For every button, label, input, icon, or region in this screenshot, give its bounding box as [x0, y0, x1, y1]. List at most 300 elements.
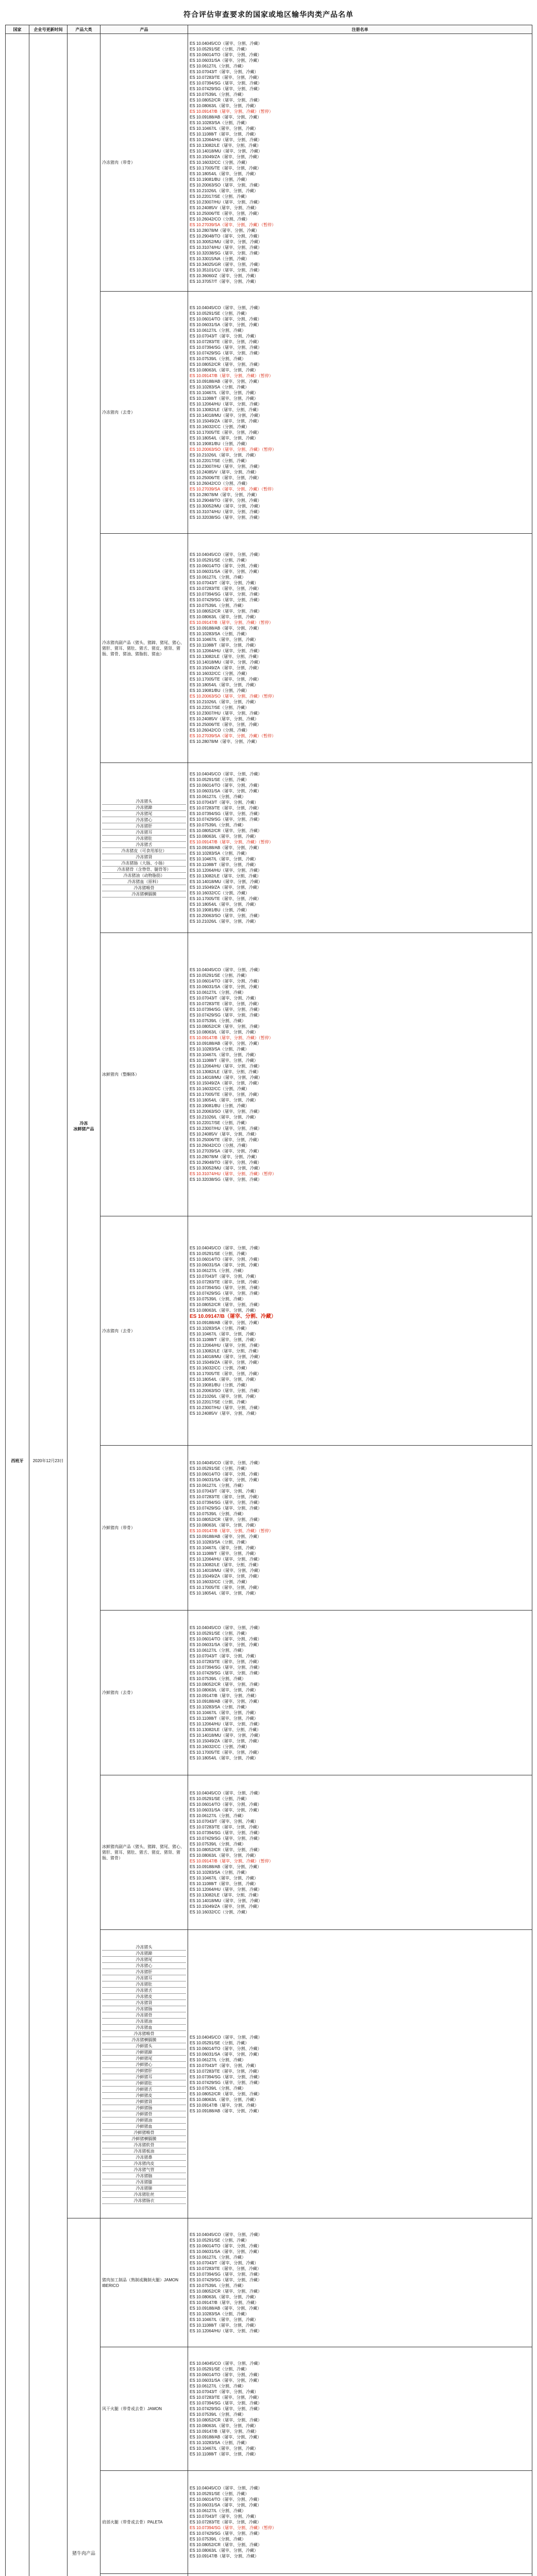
registration-entry: ES 10.27039/SA（屠宰、分割、冷藏）（暂停） [190, 223, 276, 227]
registration-entry: ES 10.28078/M（屠宰、分割、冷藏） [190, 228, 260, 233]
registration-entry: ES 10.04045/CO（屠宰、分割、冷藏） [190, 1460, 262, 1465]
registration-entry: ES 10.07539/L（分割、冷藏） [190, 1297, 246, 1301]
product-sub-item: 冷鲜猪心 [102, 2062, 186, 2068]
registration-entry: ES 10.07283/TE（屠宰、分割、冷藏） [190, 2520, 261, 2524]
registration-entry: ES 10.10283/SA（分割、冷藏） [190, 1704, 249, 1709]
registration-entry: ES 10.04045/CO（屠宰、分割、冷藏） [190, 2486, 262, 2490]
registration-entry: ES 10.08052/CR（屠宰、分割、冷藏） [190, 98, 262, 103]
registration-entry: ES 10.18054/L（屠宰、分割、冷藏） [190, 1590, 258, 1596]
registration-entry: ES 10.11088/T（屠宰、分割、冷藏） [190, 1551, 258, 1556]
registration-entry: ES 10.06127/L（分割、冷藏） [190, 2509, 246, 2513]
registration-entry: ES 10.05291/SE（分割、冷藏） [190, 47, 249, 52]
registration-entry: ES 10.19081/BU（分割、冷藏） [190, 688, 249, 693]
registration-entry: ES 10.14018/MU（屠宰、分割、冷藏） [190, 660, 262, 665]
registration-entry: ES 10.06127/L（分割、冷藏） [190, 328, 246, 333]
registration-entry: ES 10.07043/T（屠宰、分割、冷藏） [190, 2514, 259, 2519]
registration-entry: ES 10.07429/SG（屠宰、分割、冷藏） [190, 1836, 262, 1841]
registration-entry: ES 10.08052/CR（屠宰、分割、冷藏） [190, 828, 262, 833]
registration-entry: ES 10.07539/L（分割、冷藏） [190, 1841, 246, 1846]
registration-entry: ES 10.14018/MU（屠宰、分割、冷藏） [190, 1568, 262, 1573]
registration-entry: ES 10.08052/CR（屠宰、分割、冷藏） [190, 1517, 262, 1522]
product-sub-item: 冷鲜猪蹄 [102, 2049, 186, 2056]
registration-entry: ES 10.11088/T（屠宰、分割、冷藏） [190, 1058, 258, 1063]
product-sub-item: 冷鲜猪肝 [102, 2068, 186, 2074]
registration-entry: ES 10.28078/M（屠宰、分割、冷藏） [190, 492, 260, 497]
category-processed-cell: 猪牛肉产品 [68, 2218, 100, 2576]
registration-entry: ES 10.21026/L（屠宰、分割、冷藏） [190, 452, 258, 457]
registration-entry: ES 10.18054/L（屠宰、分割、冷藏） [190, 1097, 258, 1103]
registration-entry: ES 10.10467/L（屠宰、分割、冷藏） [190, 2317, 258, 2322]
registration-entry: ES 10.12064/HU（屠宰、分割、冷藏） [190, 1887, 262, 1892]
header-registration-list: 注册名单 [188, 25, 532, 34]
product-cell: 冷冻猪肉副产品（猪头、猪蹄、猪尾、猪心、猪肝、猪耳、猪肚、猪舌、猪皮、猪肾、猪肠、猪骨、猪油、猪脂肪、猪血） [100, 534, 188, 763]
registration-entry: ES 10.09147/B（屠宰、分割、冷藏） [190, 1314, 276, 1319]
registration-entry: ES 10.07394/SG（屠宰、分割、冷藏） [190, 2401, 262, 2405]
registration-entry: ES 10.06031/SA（屠宰、分割、冷藏） [190, 2503, 262, 2507]
registration-entry: ES 10.08063/L（屠宰、分割、冷藏） [190, 1687, 258, 1692]
registration-entry: ES 10.23007/HU（屠宰、分割、冷藏） [190, 1405, 262, 1410]
registration-entry: ES 10.07394/SG（屠宰、分割、冷藏） [190, 811, 262, 816]
registration-entry: ES 10.22017/SE（分割、冷藏） [190, 705, 249, 710]
product-cell: 冰鲜猪肉副产品（猪头、猪蹄、猪尾、猪心、猪肝、猪耳、猪肚、猪舌、猪皮、猪肾、猪肠、猪骨） [100, 1775, 188, 1930]
registration-entry: ES 10.15049/ZA（屠宰、分割、冷藏） [190, 1738, 261, 1743]
registration-entry: ES 10.05291/SE（分割、冷藏） [190, 311, 249, 316]
registration-entry: ES 10.15049/ZA（屠宰、分割、冷藏） [190, 1573, 261, 1579]
registration-entry: ES 10.08052/CR（屠宰、分割、冷藏） [190, 362, 262, 367]
registration-entry: ES 10.07043/T（屠宰、分割、冷藏） [190, 2389, 259, 2394]
product-cell: 风干火腿（带骨或去骨）JAMON [100, 2347, 188, 2471]
product-sub-item: 冷冻猪鼻 [102, 2155, 186, 2161]
header-category: 产品大类 [68, 25, 100, 34]
registration-entry: ES 10.06031/SA（屠宰、分割、冷藏） [190, 984, 262, 989]
registration-entry: ES 10.07394/SG（屠宰、分割、冷藏） [190, 592, 262, 597]
registration-entry: ES 10.06031/SA（屠宰、分割、冷藏） [190, 789, 262, 793]
registration-entry: ES 10.05291/SE（分割、冷藏） [190, 2492, 249, 2496]
registration-entry: ES 10.29048/TO（屠宰、分割、冷藏） [190, 1160, 262, 1165]
registration-entry: ES 10.14018/MU（屠宰、分割、冷藏） [190, 1733, 262, 1738]
product-sub-item: 冷冻猪尾 [102, 811, 186, 817]
registration-entry: ES 10.07043/T（屠宰、分割、冷藏） [190, 995, 259, 1001]
registration-entry: ES 10.16032/CC（分割、冷藏） [190, 160, 250, 165]
registration-entry: ES 10.07394/SG（屠宰、分割、冷藏） [190, 81, 262, 86]
registration-entry: ES 10.11088/T（屠宰、分割、冷藏） [190, 2452, 258, 2456]
registration-entry: ES 10.09147/B（屠宰、分割、冷藏） [190, 2429, 259, 2434]
registration-entry: ES 10.16032/CC（分割、冷藏） [190, 891, 250, 895]
registration-entry: ES 10.08063/L（屠宰、分割、冷藏） [190, 104, 258, 108]
registration-cell [188, 1930, 532, 2218]
registration-entry: ES 10.17005/TE（屠宰、分割、冷藏） [190, 896, 261, 901]
registration-cell [188, 1611, 532, 1775]
product-sub-item: 冷冻猪血 [102, 2025, 186, 2031]
registration-entry: ES 10.06127/L（分割、冷藏） [190, 64, 246, 69]
registration-entry: ES 10.12064/HU（屠宰、分割、冷藏） [190, 1721, 262, 1726]
registration-entry: ES 10.27039/SA（屠宰、分割、冷藏） [190, 1148, 262, 1154]
registration-entry: ES 10.07539/L（分割、冷藏） [190, 2412, 246, 2417]
product-sub-item: 冷冻猪膝 [102, 2179, 186, 2185]
registration-entry: ES 10.12064/HU（屠宰、分割、冷藏） [190, 1556, 262, 1562]
product-sub-item: 冷冻猪尾 [102, 1957, 186, 1963]
registration-entry: ES 10.23007/HU（屠宰、分割、冷藏） [190, 711, 262, 716]
product-sub-item: 冷冻猪肚 [102, 836, 186, 842]
registration-entry: ES 10.21026/L（屠宰、分割、冷藏） [190, 1114, 258, 1120]
registration-entry: ES 10.08063/L（屠宰、分割、冷藏） [190, 615, 258, 619]
registration-entry: ES 10.09147/B（屠宰、分割、冷藏）（暂停） [190, 1858, 273, 1863]
registration-cell [188, 933, 532, 1216]
product-sub-item: 冷冻猪油 [102, 2019, 186, 2025]
registration-entry: ES 10.21026/L（屠宰、分割、冷藏） [190, 189, 258, 193]
registration-entry: ES 10.20063/SO（屠宰、分割、冷藏）（暂停） [190, 447, 277, 452]
registration-entry: ES 10.14018/MU（屠宰、分割、冷藏） [190, 1354, 262, 1359]
registration-entry: ES 10.12064/HU（屠宰、分割、冷藏） [190, 138, 262, 142]
registration-entry: ES 10.07394/SG（屠宰、分割、冷藏） [190, 2074, 262, 2079]
registration-entry: ES 10.16032/CC（分割、冷藏） [190, 1579, 250, 1584]
registration-entry: ES 10.07539/L（分割、冷藏） [190, 356, 246, 361]
registration-entry: ES 10.18054/L（屠宰、分割、冷藏） [190, 1755, 258, 1760]
registration-entry: ES 10.10467/L（屠宰、分割、冷藏） [190, 1545, 258, 1550]
registration-entry: ES 10.04045/CO（屠宰、分割、冷藏） [190, 1625, 262, 1630]
registration-entry: ES 10.09147/B（屠宰、分割、冷藏）（暂停） [190, 109, 273, 114]
registration-entry: ES 10.08052/CR（屠宰、分割、冷藏） [190, 1024, 262, 1029]
registration-entry: ES 10.07043/T（屠宰、分割、冷藏） [190, 333, 259, 338]
product-sub-item: 冷冻猪横膈膜 [102, 891, 186, 897]
registration-entry: ES 10.06014/TO（屠宰、分割、冷藏） [190, 2046, 262, 2051]
registration-cell [188, 1216, 532, 1446]
registration-entry: ES 10.13082/LE（屠宰、分割、冷藏） [190, 874, 261, 878]
registration-entry: ES 10.07394/SG（屠宰、分割、冷藏） [190, 1500, 262, 1505]
product-sub-item: 冷冻猪喉骨 [102, 885, 186, 891]
registration-entry: ES 10.09147/B（屠宰、分割、冷藏） [190, 2300, 259, 2305]
registration-entry: ES 10.18054/L（屠宰、分割、冷藏） [190, 435, 258, 440]
registration-entry: ES 10.04045/CO（屠宰、分割、冷藏） [190, 772, 262, 776]
registration-entry: ES 10.07394/SG（屠宰、分割、冷藏） [190, 1665, 262, 1670]
registration-entry: ES 10.29048/TO（屠宰、分割、冷藏） [190, 234, 262, 239]
registration-entry: ES 10.06014/TO（屠宰、分割、冷藏） [190, 564, 262, 568]
registration-entry: ES 10.07043/T（屠宰、分割、冷藏） [190, 1488, 259, 1494]
registration-entry: ES 10.07043/T（屠宰、分割、冷藏） [190, 581, 259, 585]
registration-entry: ES 10.16032/CC（分割、冷藏） [190, 424, 250, 429]
country-cell: 西班牙 [6, 34, 29, 2576]
registration-entry: ES 10.07283/TE（屠宰、分割、冷藏） [190, 586, 261, 591]
registration-entry: ES 10.04045/CO（屠宰、分割、冷藏） [190, 552, 262, 557]
registration-entry: ES 10.09188/AB（屠宰、分割、冷藏） [190, 379, 262, 384]
registration-entry: ES 10.24085/V（屠宰、分割、冷藏） [190, 1131, 259, 1137]
registration-entry: ES 10.17005/TE（屠宰、分割、冷藏） [190, 430, 261, 435]
registration-entry: ES 10.19081/BU（分割、冷藏） [190, 441, 249, 446]
product-sub-item: 冷冻猪头 [102, 799, 186, 805]
product-sub-item: 冷冻猪皮（可食用部位） [102, 848, 186, 854]
registration-entry: ES 10.20063/SO（屠宰、分割、冷藏） [190, 1388, 262, 1393]
registration-entry: ES 10.12064/HU（屠宰、分割、冷藏） [190, 1343, 262, 1348]
registration-entry: ES 10.35101/CU（屠宰、分割、冷藏） [190, 268, 262, 273]
registration-entry: ES 10.07539/L（分割、冷藏） [190, 2537, 246, 2541]
registration-entry: ES 10.08063/L（屠宰、分割、冷藏） [190, 2548, 258, 2553]
registration-entry: ES 10.09147/B（屠宰、分割、冷藏） [190, 1693, 259, 1698]
registration-table [5, 25, 532, 2576]
registration-entry: ES 10.28078/M（屠宰、分割、冷藏） [190, 739, 260, 744]
registration-entry: ES 10.06127/L（分割、冷藏） [190, 575, 246, 580]
product-sub-item: 冷冻猪肾 [102, 2000, 186, 2006]
registration-entry: ES 10.32038/SG（屠宰、分割、冷藏） [190, 1177, 262, 1182]
registration-entry: ES 10.10467/L（屠宰、分割、冷藏） [190, 637, 258, 642]
registration-entry: ES 10.16032/CC（分割、冷藏） [190, 1744, 250, 1749]
registration-entry: ES 10.09147/B（屠宰、分割、冷藏）（暂停） [190, 373, 273, 378]
registration-entry: ES 10.15049/ZA（屠宰、分割、冷藏） [190, 155, 261, 159]
registration-entry: ES 10.08063/L（屠宰、分割、冷藏） [190, 834, 258, 839]
table-row [6, 34, 532, 292]
registration-entry: ES 10.10283/SA（分割、冷藏） [190, 2311, 249, 2316]
registration-entry: ES 10.06127/L（分割、冷藏） [190, 1268, 246, 1273]
product-sub-item: 冷鲜猪尾 [102, 2056, 186, 2062]
registration-entry: ES 10.20063/SO（屠宰、分割、冷藏） [190, 913, 262, 918]
table-row [6, 2218, 532, 2347]
registration-entry: ES 10.07429/SG（屠宰、分割、冷藏） [190, 598, 262, 602]
registration-entry: ES 10.07429/SG（屠宰、分割、冷藏） [190, 2277, 262, 2282]
registration-entry: ES 10.06031/SA（屠宰、分割、冷藏） [190, 2249, 262, 2254]
registration-entry: ES 10.07283/TE（屠宰、分割、冷藏） [190, 1280, 261, 1284]
registration-entry: ES 10.17005/TE（屠宰、分割、冷藏） [190, 1750, 261, 1755]
registration-entry: ES 10.07283/TE（屠宰、分割、冷藏） [190, 2266, 261, 2271]
registration-entry: ES 10.07394/SG（屠宰、分割、冷藏） [190, 1830, 262, 1835]
registration-entry: ES 10.31074/HU（屠宰、分割、冷藏） [190, 245, 262, 250]
registration-entry: ES 10.06127/L（分割、冷藏） [190, 2255, 246, 2260]
registration-entry: ES 10.10467/L（屠宰、分割、冷藏） [190, 1052, 258, 1057]
registration-entry: ES 10.09147/B（屠宰、分割、冷藏）（暂停） [190, 620, 273, 625]
registration-entry: ES 10.18054/L（屠宰、分割、冷藏） [190, 902, 258, 907]
product-sub-item: 冷冻猪舌 [102, 842, 186, 848]
registration-entry: ES 10.07394/SG（屠宰、分割、冷藏）（暂停） [190, 2526, 277, 2530]
registration-entry: ES 10.25006/TE（屠宰、分割、冷藏） [190, 722, 261, 727]
registration-entry: ES 10.08052/CR（屠宰、分割、冷藏） [190, 2418, 262, 2422]
product-sub-item: 冷冻猪耳 [102, 829, 186, 836]
registration-entry: ES 10.04045/CO（屠宰、分割、冷藏） [190, 2035, 262, 2040]
registration-entry: ES 10.25006/TE（屠宰、分割、冷藏） [190, 1137, 261, 1142]
registration-entry: ES 10.19081/BU（分割、冷藏） [190, 908, 249, 912]
product-sub-item: 冷冻猪软骨 [102, 2142, 186, 2148]
registration-cell [188, 534, 532, 763]
registration-cell [188, 34, 532, 292]
registration-entry: ES 10.06127/L（分割、冷藏） [190, 2384, 246, 2388]
registration-entry: ES 10.10283/SA（分割、冷藏） [190, 1326, 249, 1331]
registration-entry: ES 10.31074/HU（屠宰、分割、冷藏）（暂停） [190, 1171, 277, 1176]
registration-entry: ES 10.07283/TE（屠宰、分割、冷藏） [190, 339, 261, 344]
registration-entry: ES 10.08052/CR（屠宰、分割、冷藏） [190, 2091, 262, 2096]
registration-entry: ES 10.17005/TE（屠宰、分割、冷藏） [190, 1092, 261, 1097]
registration-entry: ES 10.10467/L（屠宰、分割、冷藏） [190, 1710, 258, 1715]
registration-entry: ES 10.09188/AB（屠宰、分割、冷藏） [190, 2435, 262, 2439]
registration-entry: ES 10.24085/V（屠宰、分割、冷藏） [190, 1411, 259, 1416]
registration-entry: ES 10.09147/B（屠宰、分割、冷藏）（暂停） [190, 840, 273, 844]
registration-entry: ES 10.06014/TO（屠宰、分割、冷藏） [190, 1802, 262, 1807]
product-sub-item: 冷冻猪血（原料） [102, 879, 186, 885]
registration-entry: ES 10.20063/SO（屠宰、分割、冷藏） [190, 183, 262, 188]
product-sub-item: 冷冻猪气管 [102, 2167, 186, 2173]
registration-entry: ES 10.36060/Z（屠宰、分割、冷藏） [190, 274, 259, 278]
registration-entry: ES 10.14018/MU（屠宰、分割、冷藏） [190, 149, 262, 154]
product-cell: 冷冻猪肉（去骨） [100, 292, 188, 534]
registration-entry: ES 10.22017/SE（分割、冷藏） [190, 194, 249, 199]
registration-entry: ES 10.09188/AB（屠宰、分割、冷藏） [190, 845, 262, 850]
registration-entry: ES 10.06031/SA（屠宰、分割、冷藏） [190, 1477, 262, 1482]
registration-entry: ES 10.06031/SA（屠宰、分割、冷藏） [190, 1807, 262, 1812]
registration-entry: ES 10.33015/NA（分割、冷藏） [190, 257, 249, 261]
product-sub-item: 冷冻猪头 [102, 1944, 186, 1951]
registration-entry: ES 10.24085/V（屠宰、分割、冷藏） [190, 206, 259, 210]
registration-entry: ES 10.16032/CC（分割、冷藏） [190, 671, 250, 676]
registration-entry: ES 10.24085/V（屠宰、分割、冷藏） [190, 469, 259, 474]
registration-entry: ES 10.23007/HU（屠宰、分割、冷藏） [190, 1126, 262, 1131]
header-update-date: 企业号更新时间 [29, 25, 68, 34]
product-sub-item: 冷鲜猪头 [102, 2043, 186, 2049]
registration-entry: ES 10.05291/SE（分割、冷藏） [190, 973, 249, 978]
product-sub-item: 冷冻猪心 [102, 1963, 186, 1969]
product-cell: 肩部火腿（带骨或去骨）PALETA [100, 2471, 188, 2574]
update-date-cell: 2020年12月23日 [29, 34, 68, 2576]
registration-entry: ES 10.19081/BU（分割、冷藏） [190, 177, 249, 182]
product-sub-item: 冷冻猪蹄 [102, 1951, 186, 1957]
product-sub-item: 冷冻猪板油 [102, 2148, 186, 2155]
registration-entry: ES 10.26042/CO（分割、冷藏） [190, 728, 250, 733]
registration-entry: ES 10.07539/L（分割、冷藏） [190, 823, 246, 827]
registration-entry: ES 10.07043/T（屠宰、分割、冷藏） [190, 1819, 259, 1824]
registration-entry: ES 10.10283/SA（分割、冷藏） [190, 851, 249, 856]
registration-entry: ES 10.21026/L（屠宰、分割、冷藏） [190, 919, 258, 924]
registration-entry: ES 10.10283/SA（分割、冷藏） [190, 632, 249, 636]
product-sub-item: 冷冻猪肚 [102, 1981, 186, 1988]
registration-entry: ES 10.10467/L（屠宰、分割、冷藏） [190, 857, 258, 861]
registration-entry: ES 10.07429/SG（屠宰、分割、冷藏） [190, 1505, 262, 1511]
registration-entry: ES 10.13082/LE（屠宰、分割、冷藏） [190, 654, 261, 659]
registration-entry: ES 10.05291/SE（分割、冷藏） [190, 1796, 249, 1801]
registration-entry: ES 10.11088/T（屠宰、分割、冷藏） [190, 643, 258, 648]
registration-entry: ES 10.07539/L（分割、冷藏） [190, 1511, 246, 1516]
registration-entry: ES 10.25006/TE（屠宰、分割、冷藏） [190, 475, 261, 480]
product-sub-item: 冷鲜猪喉骨 [102, 2130, 186, 2136]
registration-entry: ES 10.30052/MU（屠宰、分割、冷藏） [190, 240, 262, 244]
registration-entry: ES 10.04045/CO（屠宰、分割、冷藏） [190, 2232, 262, 2237]
registration-entry: ES 10.07043/T（屠宰、分割、冷藏） [190, 1653, 259, 1658]
registration-entry: ES 10.13082/LE（屠宰、分割、冷藏） [190, 1069, 261, 1074]
registration-entry: ES 10.19081/BU（分割、冷藏） [190, 1103, 249, 1108]
registration-entry: ES 10.08063/L（屠宰、分割、冷藏） [190, 1853, 258, 1858]
registration-entry: ES 10.07394/SG（屠宰、分割、冷藏） [190, 2272, 262, 2277]
registration-entry: ES 10.13082/LE（屠宰、分割、冷藏） [190, 143, 261, 148]
product-sub-item: 冷鲜猪油 [102, 2117, 186, 2124]
category-pork-line-2: 冰鲜猪产品 [73, 1126, 94, 1131]
registration-entry: ES 10.13082/LE（屠宰、分割、冷藏） [190, 1892, 261, 1897]
registration-entry: ES 10.32038/SG（屠宰、分割、冷藏） [190, 251, 262, 256]
product-sub-item: 冷冻猪喉骨 [102, 2031, 186, 2037]
registration-entry: ES 10.13082/LE（屠宰、分割、冷藏） [190, 1349, 261, 1353]
registration-entry: ES 10.10283/SA（分割、冷藏） [190, 1870, 249, 1875]
product-cell [100, 1930, 188, 2218]
registration-entry: ES 10.27039/SA（屠宰、分割、冷藏）（暂停） [190, 734, 276, 738]
registration-entry: ES 10.05291/SE（分割、冷藏） [190, 1251, 249, 1256]
product-sub-item: 冷冻猪横膈膜 [102, 2037, 186, 2043]
registration-entry: ES 10.13082/LE（屠宰、分割、冷藏） [190, 407, 261, 412]
registration-entry: ES 10.06127/L（分割、冷藏） [190, 1648, 246, 1653]
registration-entry: ES 10.06127/L（分割、冷藏） [190, 794, 246, 799]
registration-entry: ES 10.05291/SE（分割、冷藏） [190, 1466, 249, 1471]
registration-entry: ES 10.06014/TO（屠宰、分割、冷藏） [190, 316, 262, 321]
registration-entry: ES 10.07429/SG（屠宰、分割、冷藏） [190, 1012, 262, 1018]
registration-entry: ES 10.04045/CO（屠宰、分割、冷藏） [190, 2361, 262, 2366]
registration-entry: ES 10.26042/CO（分割、冷藏） [190, 217, 250, 222]
product-sub-item: 冷冻猪骨（含脊骨、腿骨等） [102, 867, 186, 873]
registration-entry: ES 10.04045/CO（屠宰、分割、冷藏） [190, 1790, 262, 1795]
registration-entry: ES 10.23007/HU（屠宰、分割、冷藏） [190, 464, 262, 469]
registration-entry: ES 10.17005/TE（屠宰、分割、冷藏） [190, 1371, 261, 1376]
registration-entry: ES 10.14018/MU（屠宰、分割、冷藏） [190, 1075, 262, 1080]
product-sub-item: 冷冻猪肠 [102, 2006, 186, 2012]
product-sub-item: 冷冻猪肾 [102, 854, 186, 860]
registration-entry: ES 10.10283/SA（分割、冷藏） [190, 384, 249, 389]
registration-entry: ES 10.07429/SG（屠宰、分割、冷藏） [190, 1670, 262, 1675]
registration-entry: ES 10.12064/HU（屠宰、分割、冷藏） [190, 649, 262, 653]
product-sub-item: 冷冻猪皮 [102, 1994, 186, 2000]
registration-entry: ES 10.13082/LE（屠宰、分割、冷藏） [190, 1727, 261, 1732]
registration-entry: ES 10.07043/T（屠宰、分割、冷藏） [190, 2063, 259, 2068]
product-sub-item: 冷鲜猪舌 [102, 2087, 186, 2093]
registration-entry: ES 10.32038/SG（屠宰、分割、冷藏） [190, 515, 262, 520]
registration-entry: ES 10.07283/TE（屠宰、分割、冷藏） [190, 1001, 261, 1006]
registration-entry: ES 10.08052/CR（屠宰、分割、冷藏） [190, 609, 262, 614]
registration-entry: ES 10.22017/SE（分割、冷藏） [190, 1400, 249, 1404]
registration-entry: ES 10.07043/T（屠宰、分割、冷藏） [190, 2260, 259, 2265]
registration-entry: ES 10.09147/B（屠宰、分割、冷藏） [190, 2103, 259, 2108]
registration-entry: ES 10.09188/AB（屠宰、分割、冷藏） [190, 1320, 262, 1325]
table-header-row [6, 25, 532, 34]
product-sub-item: 冷鲜猪血 [102, 2124, 186, 2130]
registration-entry: ES 10.19081/BU（分割、冷藏） [190, 1383, 249, 1387]
product-cell: 猪肉加工制品（熟制或腌制火腿）JAMON IBERICO [100, 2218, 188, 2347]
registration-entry: ES 10.06014/TO（屠宰、分割、冷藏） [190, 1257, 262, 1262]
registration-entry: ES 10.06014/TO（屠宰、分割、冷藏） [190, 1471, 262, 1477]
registration-entry: ES 10.09188/AB（屠宰、分割、冷藏） [190, 1534, 262, 1539]
product-cell: 冰鲜猪肉（整酮体） [100, 933, 188, 1216]
registration-entry: ES 10.15049/ZA（屠宰、分割、冷藏） [190, 666, 261, 670]
registration-entry: ES 10.05291/SE（分割、冷藏） [190, 558, 249, 563]
registration-entry: ES 10.14018/MU（屠宰、分割、冷藏） [190, 879, 262, 884]
registration-entry: ES 10.05291/SE（分割、冷藏） [190, 2367, 249, 2371]
registration-entry: ES 10.09188/AB（屠宰、分割、冷藏） [190, 1864, 262, 1869]
registration-entry: ES 10.07429/SG（屠宰、分割、冷藏） [190, 350, 262, 355]
registration-entry: ES 10.07283/TE（屠宰、分割、冷藏） [190, 1824, 261, 1829]
registration-entry: ES 10.07283/TE（屠宰、分割、冷藏） [190, 806, 261, 810]
product-sub-item: 冷冻猪肝 [102, 823, 186, 829]
registration-entry: ES 10.12064/HU（屠宰、分割、冷藏） [190, 1063, 262, 1069]
registration-entry: ES 10.11088/T（屠宰、分割、冷藏） [190, 2323, 258, 2328]
registration-entry: ES 10.08063/L（屠宰、分割、冷藏） [190, 2424, 258, 2428]
registration-entry: ES 10.15049/ZA（屠宰、分割、冷藏） [190, 418, 261, 423]
registration-entry: ES 10.16032/CC（分割、冷藏） [190, 1909, 250, 1914]
registration-entry: ES 10.11088/T（屠宰、分割、冷藏） [190, 862, 258, 867]
registration-entry: ES 10.08063/L（屠宰、分割、冷藏） [190, 1029, 258, 1035]
category-pork-cell [68, 34, 100, 2218]
registration-entry: ES 10.06031/SA（屠宰、分割、冷藏） [190, 2052, 262, 2057]
registration-entry: ES 10.07539/L（分割、冷藏） [190, 1018, 246, 1023]
product-sub-item: 冷冻猪耳 [102, 1975, 186, 1981]
registration-entry: ES 10.08063/L（屠宰、分割、冷藏） [190, 2294, 258, 2299]
registration-cell [188, 1446, 532, 1611]
registration-entry: ES 10.08052/CR（屠宰、分割、冷藏） [190, 1302, 262, 1307]
registration-cell [188, 2574, 532, 2576]
registration-entry: ES 10.22017/SE（分割、冷藏） [190, 458, 249, 463]
registration-entry: ES 10.10467/L（屠宰、分割、冷藏） [190, 390, 258, 395]
product-cell [100, 763, 188, 933]
registration-entry: ES 10.07283/TE（屠宰、分割、冷藏） [190, 75, 261, 80]
registration-entry: ES 10.11088/T（屠宰、分割、冷藏） [190, 1716, 258, 1721]
registration-entry: ES 10.06031/SA（屠宰、分割、冷藏） [190, 1642, 262, 1647]
